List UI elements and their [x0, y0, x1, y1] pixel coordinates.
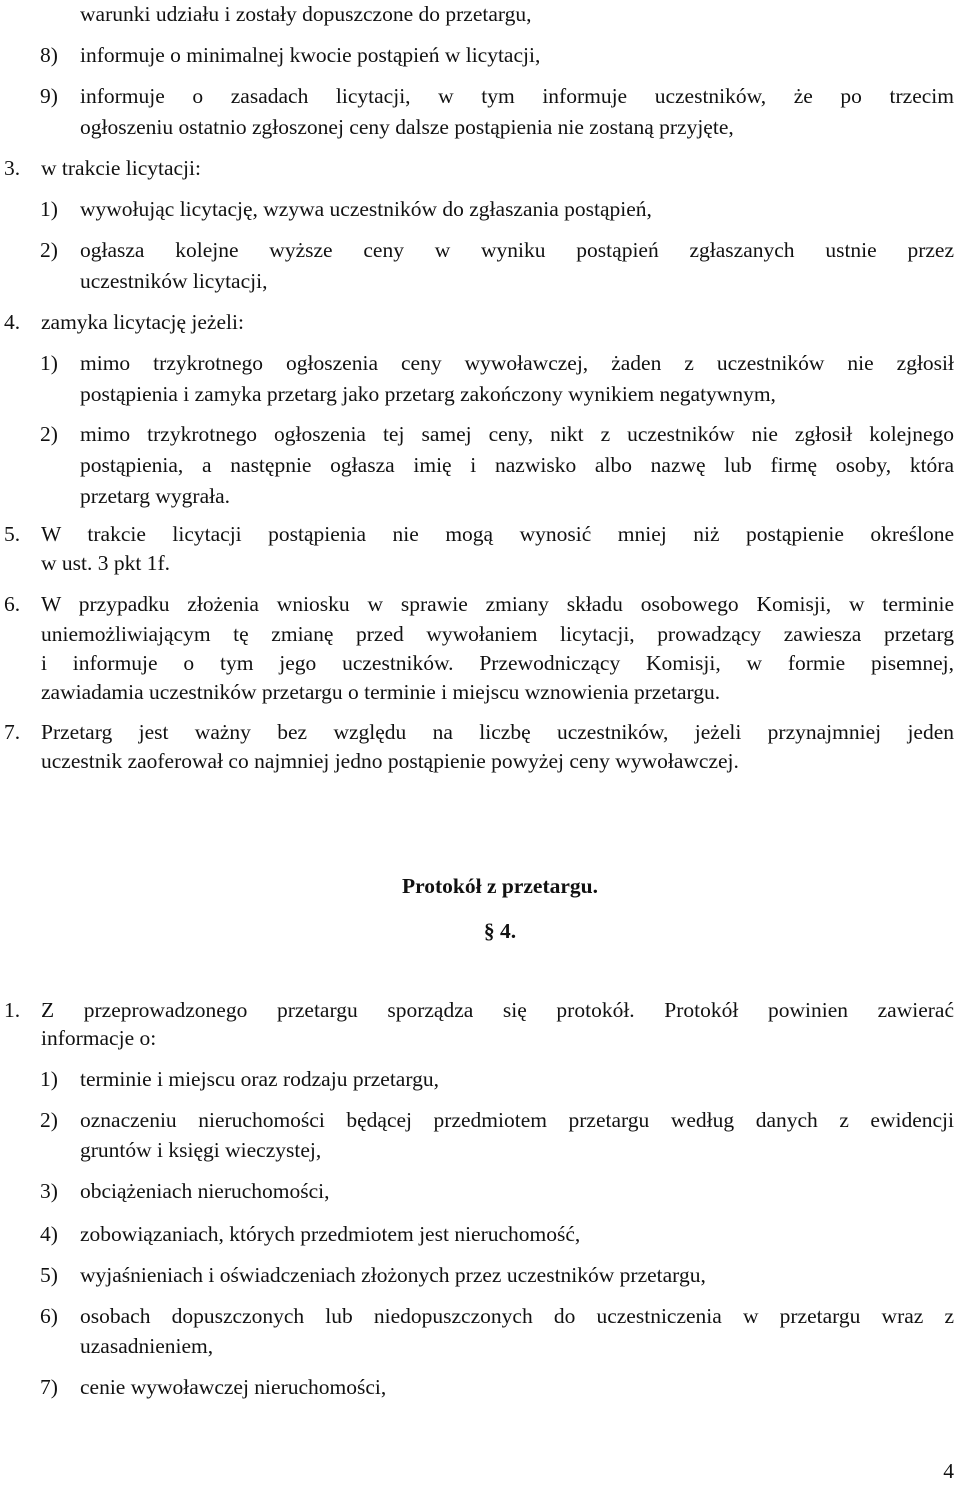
paragraph-text: Z przeprowadzonego przetargu sporządza się protokół. Protokół powinien zawierać [41, 998, 954, 1022]
list-number: 3) [40, 1179, 58, 1203]
paragraph-text: informacje o: [41, 1026, 157, 1050]
paragraph-text: i informuje o tym jego uczestników. Przewodniczący Komisji, w formie pisemnej, [41, 651, 954, 675]
list-item-text: gruntów i księgi wieczystej, [80, 1138, 322, 1162]
list-item-text: uczestników licytacji, [80, 269, 268, 293]
list-item-text: wyjaśnieniach i oświadczeniach złożonych przez uczestników przetargu, [80, 1263, 706, 1287]
paragraph-text: uczestnik zaoferował co najmniej jedno postąpienie powyżej ceny wywoławczej. [41, 749, 739, 773]
list-item-text: mimo trzykrotnego ogłoszenia tej samej ceny, nikt z uczestników nie zgłosił kolejnego [80, 422, 954, 446]
paragraph-number: 6. [4, 592, 21, 616]
list-item-text: przetarg wygrała. [80, 484, 231, 508]
paragraph-text: uniemożliwiającym tę zmianę przed wywołaniem licytacji, prowadzący zawiesza przetarg [41, 622, 954, 646]
page-number: 4 [943, 1459, 954, 1483]
paragraph-text: Przetarg jest ważny bez względu na liczbę uczestników, jeżeli przynajmniej jeden [41, 720, 954, 744]
list-number: 8) [40, 43, 58, 67]
list-number: 1) [40, 1067, 58, 1091]
list-item-text: cenie wywoławczej nieruchomości, [80, 1375, 387, 1399]
paragraph-number: 4. [4, 310, 21, 334]
list-number: 2) [40, 422, 58, 446]
list-item-text: postąpienia, a następnie ogłasza imię i nazwisko albo nazwę lub firmę osoby, która [80, 453, 954, 477]
list-number: 2) [40, 238, 58, 262]
list-item-text: postąpienia i zamyka przetarg jako przetarg zakończony wynikiem negatywnym, [80, 382, 776, 406]
list-number: 1) [40, 351, 58, 375]
text-line: warunki udziału i zostały dopuszczone do przetargu, [80, 2, 532, 26]
list-number: 9) [40, 84, 58, 108]
paragraph-number: 3. [4, 156, 21, 180]
list-item-text: obciążeniach nieruchomości, [80, 1179, 330, 1203]
list-number: 6) [40, 1304, 58, 1328]
section-number: § 4. [483, 919, 517, 943]
paragraph-text: W przypadku złożenia wniosku w sprawie zmiany składu osobowego Komisji, w terminie [41, 592, 954, 616]
list-item-text: ogłoszeniu ostatnio zgłoszonej ceny dalsze postąpienia nie zostaną przyjęte, [80, 115, 734, 139]
paragraph-number: 1. [4, 998, 21, 1022]
list-item-text: osobach dopuszczonych lub niedopuszczonych do uczestniczenia w przetargu wraz z [80, 1304, 954, 1328]
list-number: 7) [40, 1375, 58, 1399]
paragraph-text: w ust. 3 pkt 1f. [41, 551, 170, 575]
paragraph-text: zamyka licytację jeżeli: [41, 310, 244, 334]
list-number: 1) [40, 197, 58, 221]
list-item-text: ogłasza kolejne wyższe ceny w wyniku postąpień zgłaszanych ustnie przez [80, 238, 954, 262]
section-title: Protokół z przetargu. [401, 874, 599, 898]
list-item-text: terminie i miejscu oraz rodzaju przetargu, [80, 1067, 439, 1091]
list-item-text: oznaczeniu nieruchomości będącej przedmiotem przetargu według danych z ewidencji [80, 1108, 954, 1132]
list-item-text: informuje o zasadach licytacji, w tym informuje uczestników, że po trzecim [80, 84, 954, 108]
list-item-text: mimo trzykrotnego ogłoszenia ceny wywoławczej, żaden z uczestników nie zgłosił [80, 351, 954, 375]
paragraph-text: W trakcie licytacji postąpienia nie mogą wynosić mniej niż postąpienie określone [41, 522, 954, 546]
list-number: 4) [40, 1222, 58, 1246]
list-item-text: uzasadnieniem, [80, 1334, 214, 1358]
paragraph-number: 7. [4, 720, 21, 744]
list-number: 5) [40, 1263, 58, 1287]
list-item-text: zobowiązaniach, których przedmiotem jest nieruchomość, [80, 1222, 581, 1246]
list-item-text: informuje o minimalnej kwocie postąpień w licytacji, [80, 43, 541, 67]
paragraph-number: 5. [4, 522, 21, 546]
paragraph-text: zawiadamia uczestników przetargu o terminie i miejscu wznowienia przetargu. [41, 680, 721, 704]
paragraph-text: w trakcie licytacji: [41, 156, 201, 180]
list-number: 2) [40, 1108, 58, 1132]
list-item-text: wywołując licytację, wzywa uczestników do zgłaszania postąpień, [80, 197, 652, 221]
